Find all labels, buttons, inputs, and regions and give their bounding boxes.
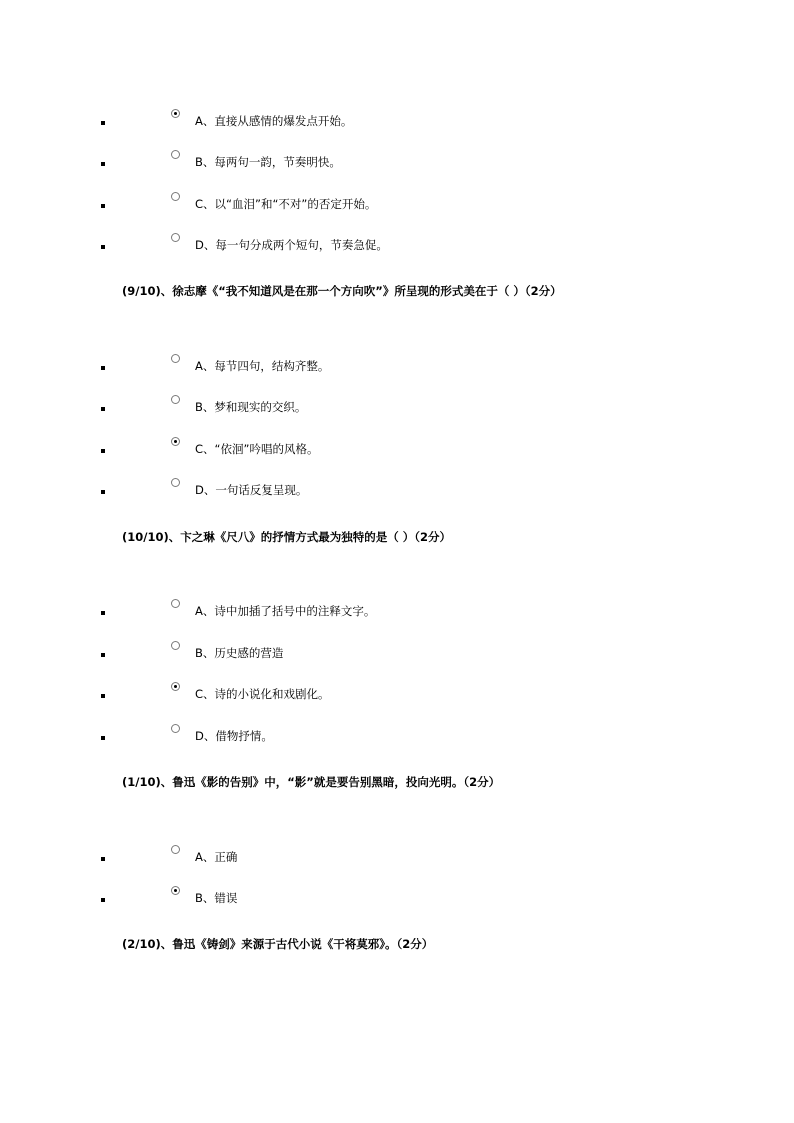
radio-icon[interactable] (171, 478, 180, 487)
question-title: (2/10)、鲁迅《铸剑》来源于古代小说《干将莫邪》。（2分） (122, 937, 434, 951)
option-label: D、每一句分成两个短句，节奏急促。 (195, 238, 388, 252)
radio-icon[interactable] (171, 192, 180, 201)
radio-icon[interactable] (171, 641, 180, 650)
radio-icon[interactable] (171, 395, 180, 404)
option-row[interactable] (0, 684, 794, 704)
radio-icon[interactable] (171, 150, 180, 159)
bullet-icon (101, 653, 105, 657)
option-row[interactable] (0, 194, 794, 214)
bullet-icon (101, 736, 105, 740)
option-label: C、“依洄”吟唱的风格。 (195, 442, 319, 456)
option-label: B、每两句一韵，节奏明快。 (195, 155, 341, 169)
bullet-icon (101, 407, 105, 411)
bullet-icon (101, 204, 105, 208)
bullet-icon (101, 857, 105, 861)
radio-icon[interactable] (171, 233, 180, 242)
radio-icon[interactable] (171, 354, 180, 363)
option-label: B、历史感的营造 (195, 646, 284, 660)
question-title: (9/10)、徐志摩《“我不知道风是在那一个方向吹”》所呈现的形式美在于（ ）（2分） (122, 284, 562, 298)
option-label: D、一句话反复呈现。 (195, 483, 308, 497)
radio-icon[interactable] (171, 845, 180, 854)
bullet-icon (101, 694, 105, 698)
option-row[interactable] (0, 356, 794, 376)
bullet-icon (101, 898, 105, 902)
option-row[interactable] (0, 847, 794, 867)
option-row[interactable] (0, 152, 794, 172)
option-row[interactable] (0, 601, 794, 621)
option-row[interactable] (0, 439, 794, 459)
bullet-icon (101, 366, 105, 370)
question-title: (1/10)、鲁迅《影的告别》中，“影”就是要告别黑暗，投向光明。（2分） (122, 775, 501, 789)
option-row[interactable] (0, 726, 794, 746)
option-label: A、正确 (195, 850, 238, 864)
option-label: B、错误 (195, 891, 238, 905)
radio-checked-icon[interactable] (171, 109, 180, 118)
radio-checked-icon[interactable] (171, 682, 180, 691)
bullet-icon (101, 162, 105, 166)
option-label: B、梦和现实的交织。 (195, 400, 307, 414)
option-row[interactable] (0, 480, 794, 500)
radio-icon[interactable] (171, 599, 180, 608)
option-label: D、借物抒情。 (195, 729, 273, 743)
radio-icon[interactable] (171, 724, 180, 733)
bullet-icon (101, 611, 105, 615)
radio-checked-icon[interactable] (171, 437, 180, 446)
option-label: A、每节四句，结构齐整。 (195, 359, 330, 373)
option-label: A、诗中加插了括号中的注释文字。 (195, 604, 376, 618)
option-row[interactable] (0, 397, 794, 417)
question-title: (10/10)、卞之琳《尺八》的抒情方式最为独特的是（ ）（2分） (122, 530, 451, 544)
bullet-icon (101, 121, 105, 125)
option-label: C、诗的小说化和戏剧化。 (195, 687, 330, 701)
option-row[interactable] (0, 888, 794, 908)
radio-checked-icon[interactable] (171, 886, 180, 895)
option-row[interactable] (0, 235, 794, 255)
option-label: A、直接从感情的爆发点开始。 (195, 114, 353, 128)
option-label: C、以“血泪”和“不对”的否定开始。 (195, 197, 377, 211)
bullet-icon (101, 245, 105, 249)
bullet-icon (101, 449, 105, 453)
option-row[interactable] (0, 643, 794, 663)
option-row[interactable] (0, 111, 794, 131)
bullet-icon (101, 490, 105, 494)
